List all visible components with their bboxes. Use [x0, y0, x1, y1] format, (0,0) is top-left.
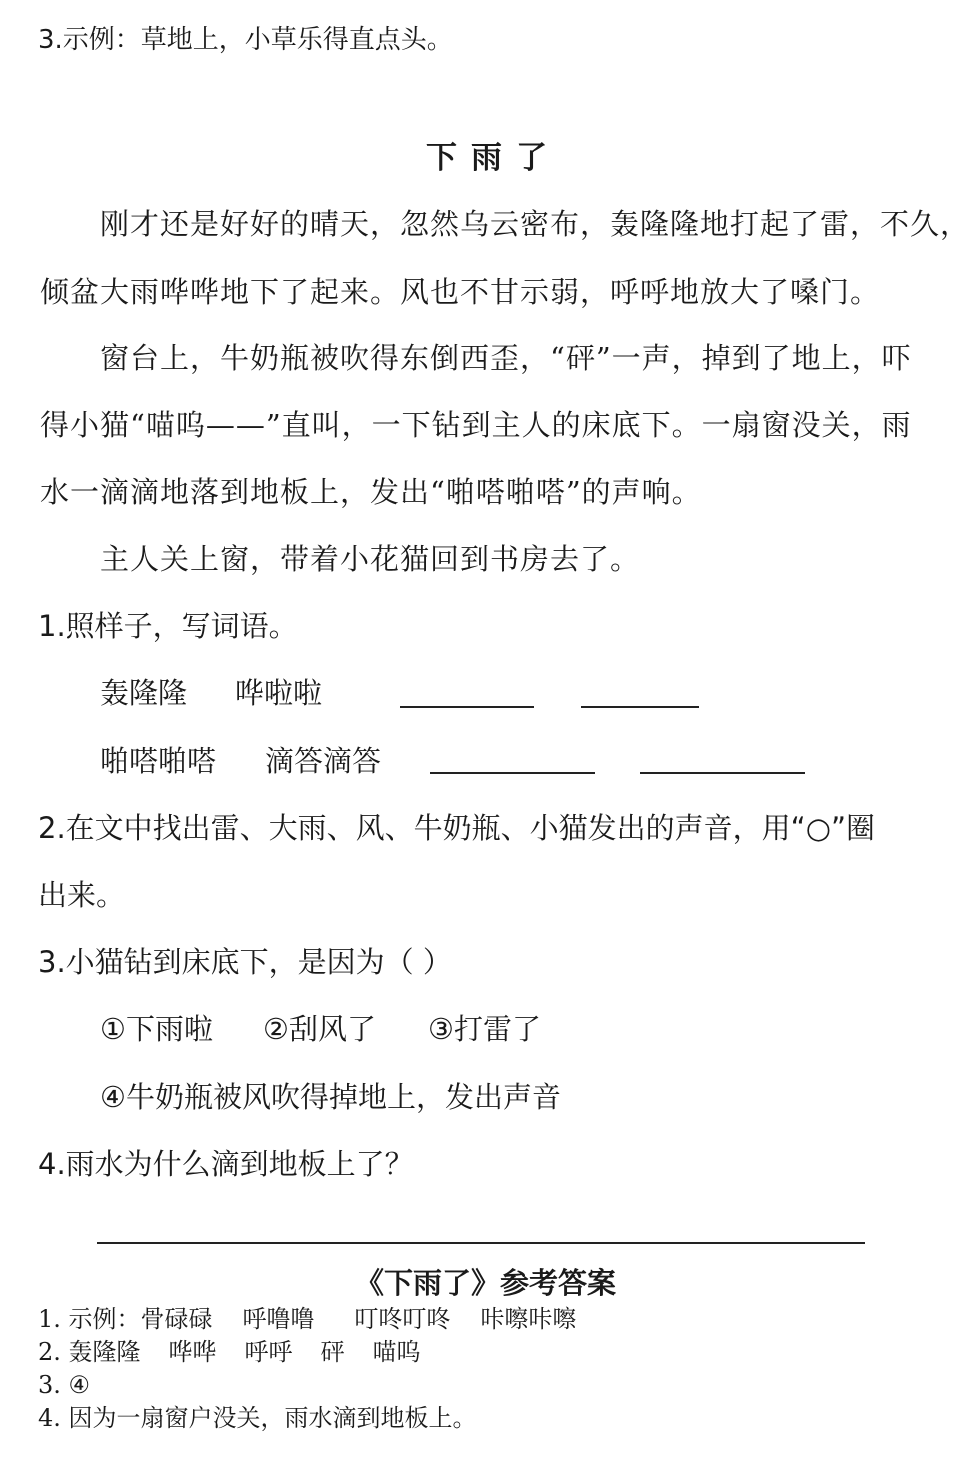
story-paragraph-2-line-2: 得小猫“喵呜——”直叫，一下钻到主人的床底下。一扇窗没关，雨	[40, 408, 912, 442]
question-2-line-1: 2.在文中找出雷、大雨、风、牛奶瓶、小猫发出的声音，用“○”圈	[38, 811, 876, 845]
answer-1-item: 骨碌碌	[140, 1305, 213, 1333]
answer-blank-2[interactable]	[581, 706, 699, 708]
question-1: 1.照样子，写词语。	[38, 609, 298, 643]
answer-1	[38, 1304, 577, 1334]
question-3-option-1: ①下雨啦	[100, 1012, 213, 1046]
answer-2-item: 哗哗	[168, 1338, 217, 1366]
story-paragraph-1-line-1: 刚才还是好好的晴天，忽然乌云密布，轰隆隆地打起了雷，不久，	[100, 207, 971, 241]
answer-2-item: 轰隆隆	[68, 1338, 141, 1366]
question-2-line-2: 出来。	[38, 878, 126, 912]
story-paragraph-2-line-3: 水一滴滴地落到地板上，发出“啪嗒啪嗒”的声响。	[40, 475, 702, 509]
story-title: 下雨了	[426, 140, 561, 176]
answer-2	[38, 1337, 421, 1367]
answer-3: 3. ④	[38, 1371, 91, 1399]
story-paragraph-1-line-2: 倾盆大雨哗哗地下了起来。风也不甘示弱，呼呼地放大了嗓门。	[40, 275, 881, 309]
question-3: 3.小猫钻到床底下，是因为（ ）	[38, 945, 452, 979]
answer-4: 4. 因为一扇窗户没关，雨水滴到地板上。	[38, 1404, 477, 1432]
question-1-example-2a: 啪嗒啪嗒	[100, 744, 217, 778]
story-paragraph-3: 主人关上窗，带着小花猫回到书房去了。	[100, 542, 641, 576]
answer-2-item: 呼呼	[244, 1338, 293, 1366]
question-3-option-2: ②刮风了	[263, 1012, 376, 1046]
answer-1-item: 呼噜噜	[242, 1305, 315, 1333]
section-divider	[97, 1242, 865, 1244]
answer-2-label: 2.	[38, 1338, 69, 1366]
answer-1-item: 叮咚叮咚	[354, 1305, 451, 1333]
question-1-example-2b: 滴答滴答	[265, 744, 382, 778]
answer-blank-3[interactable]	[430, 772, 595, 774]
story-paragraph-2-line-1: 窗台上，牛奶瓶被吹得东倒西歪，“砰”一声，掉到了地上，吓	[100, 341, 912, 375]
question-1-example-1a: 轰隆隆	[100, 676, 188, 710]
question-4: 4.雨水为什么滴到地板上了？	[38, 1147, 414, 1181]
answer-2-item: 砰	[320, 1338, 345, 1366]
answer-blank-4[interactable]	[640, 772, 805, 774]
question-1-example-1b: 哗啦啦	[235, 676, 323, 710]
previous-answer-line: 3.示例：草地上，小草乐得直点头。	[38, 25, 453, 55]
question-3-option-4: ④牛奶瓶被风吹得掉地上，发出声音	[100, 1080, 561, 1114]
answer-2-item: 喵呜	[372, 1338, 421, 1366]
question-3-option-3: ③打雷了	[428, 1012, 541, 1046]
answers-title: 《下雨了》参考答案	[355, 1266, 617, 1300]
answer-1-label: 1. 示例：	[38, 1305, 141, 1333]
answer-blank-1[interactable]	[400, 706, 534, 708]
answer-1-item: 咔嚓咔嚓	[480, 1305, 577, 1333]
